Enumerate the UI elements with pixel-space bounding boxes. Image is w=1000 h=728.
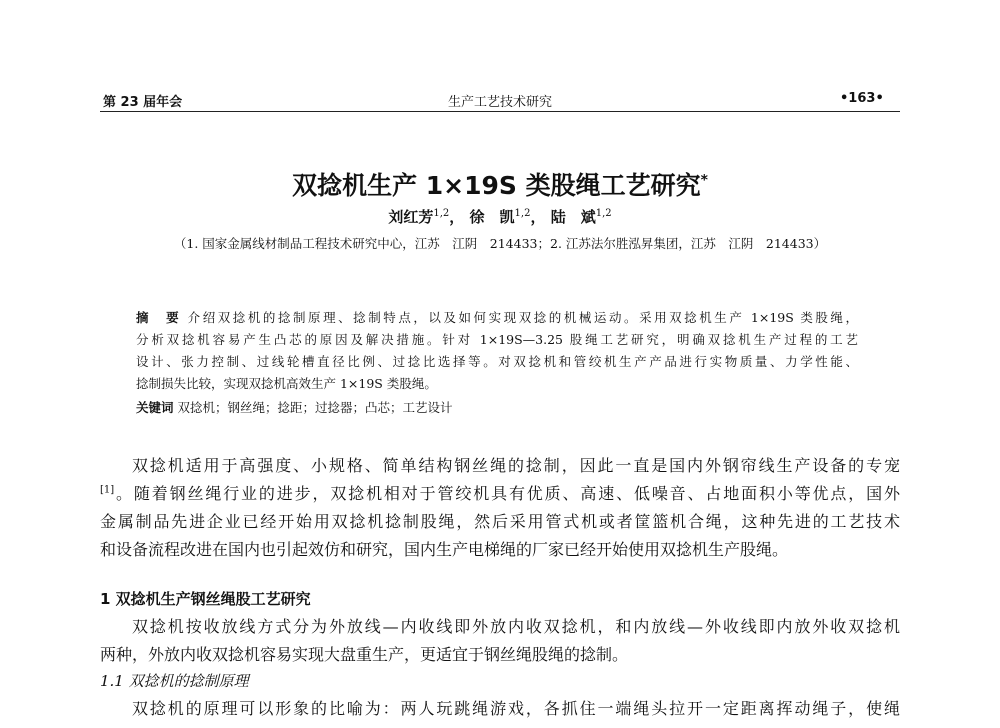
body-line: 双捻机按收放线方式分为外放线—内收线即外放内收双捻机，和内放线—外收线即内放外收双捻机 [132, 617, 900, 636]
keywords [136, 398, 453, 416]
title-footnote-mark: * [700, 172, 708, 189]
running-header-center: 生产工艺技术研究 [448, 95, 553, 110]
author: 陆 斌 [550, 208, 596, 226]
abstract-line: 设计、张力控制、过线轮槽直径比例、过捻比选择等。对双捻机和管绞机生产产品进行实物质量、力学性能、 [136, 354, 858, 369]
separator: ， [449, 208, 465, 226]
header-rule [100, 111, 900, 112]
paper-title [0, 166, 1000, 202]
page-number: •163• [840, 91, 884, 106]
running-header-left: 第 23 届年会 [103, 95, 183, 110]
title-text: 双捻机生产 1×19S 类股绳工艺研究 [292, 171, 701, 200]
author-affiliation-mark: 1,2 [433, 208, 450, 219]
body-text: 。随着钢丝绳行业的进步，双捻机相对于管绞机具有优质、高速、低噪音、占地面积小等优点，国外 [114, 484, 900, 503]
body-line: 金属制品先进企业已经开始用双捻机捻制股绳，然后采用管式机或者筐篮机合绳，这种先进的工艺技术 [100, 512, 900, 531]
section-heading: 1 双捻机生产钢丝绳股工艺研究 [100, 590, 311, 608]
keywords-label: 关键词 [136, 400, 174, 415]
body-line: 双捻机适用于高强度、小规格、简单结构钢丝绳的捻制，因此一直是国内外钢帘线生产设备的专宠 [132, 456, 900, 475]
abstract-line: 捻制损失比较，实现双捻机高效生产 1×19S 类股绳。 [136, 376, 437, 391]
author: 徐 凯 [469, 208, 515, 226]
keywords-text: 双捻机；钢丝绳；捻距；过捻器；凸芯；工艺设计 [177, 400, 453, 415]
subsection-heading: 1.1 双捻机的捻制原理 [100, 672, 249, 690]
author-affiliation-mark: 1,2 [514, 208, 531, 219]
abstract-line [136, 308, 858, 326]
affiliation: （1. 国家金属线材制品工程技术研究中心，江苏 江阴 214433；2. 江苏法尔胜泓昇集团，江苏 江阴 214433） [173, 236, 827, 251]
body-line: 和设备流程改进在国内也引起效仿和研究，国内生产电梯绳的厂家已经开始使用双捻机生产股绳。 [100, 540, 789, 559]
abstract-line: 分析双捻机容易产生凸芯的原因及解决措施。针对 1×19S—3.25 股绳工艺研究，明确双捻机生产过程的工艺 [136, 332, 858, 347]
abstract-label: 摘 要 [136, 310, 182, 325]
body-line: 双捻机的原理可以形象的比喻为：两人玩跳绳游戏，各抓住一端绳头拉开一定距离挥动绳子，使绳 [132, 699, 900, 718]
abstract-text: 介绍双捻机的捻制原理、捻制特点，以及如何实现双捻的机械运动。采用双捻机生产 1×19S 类股绳， [187, 310, 858, 325]
citation: [1] [100, 484, 115, 496]
author-affiliation-mark: 1,2 [595, 208, 612, 219]
author-list [0, 206, 1000, 227]
separator: ， [530, 208, 546, 226]
body-line: 两种，外放内收双捻机容易实现大盘重生产，更适宜于钢丝绳股绳的捻制。 [100, 645, 629, 664]
author: 刘红芳 [388, 208, 434, 226]
body-line [100, 481, 900, 505]
